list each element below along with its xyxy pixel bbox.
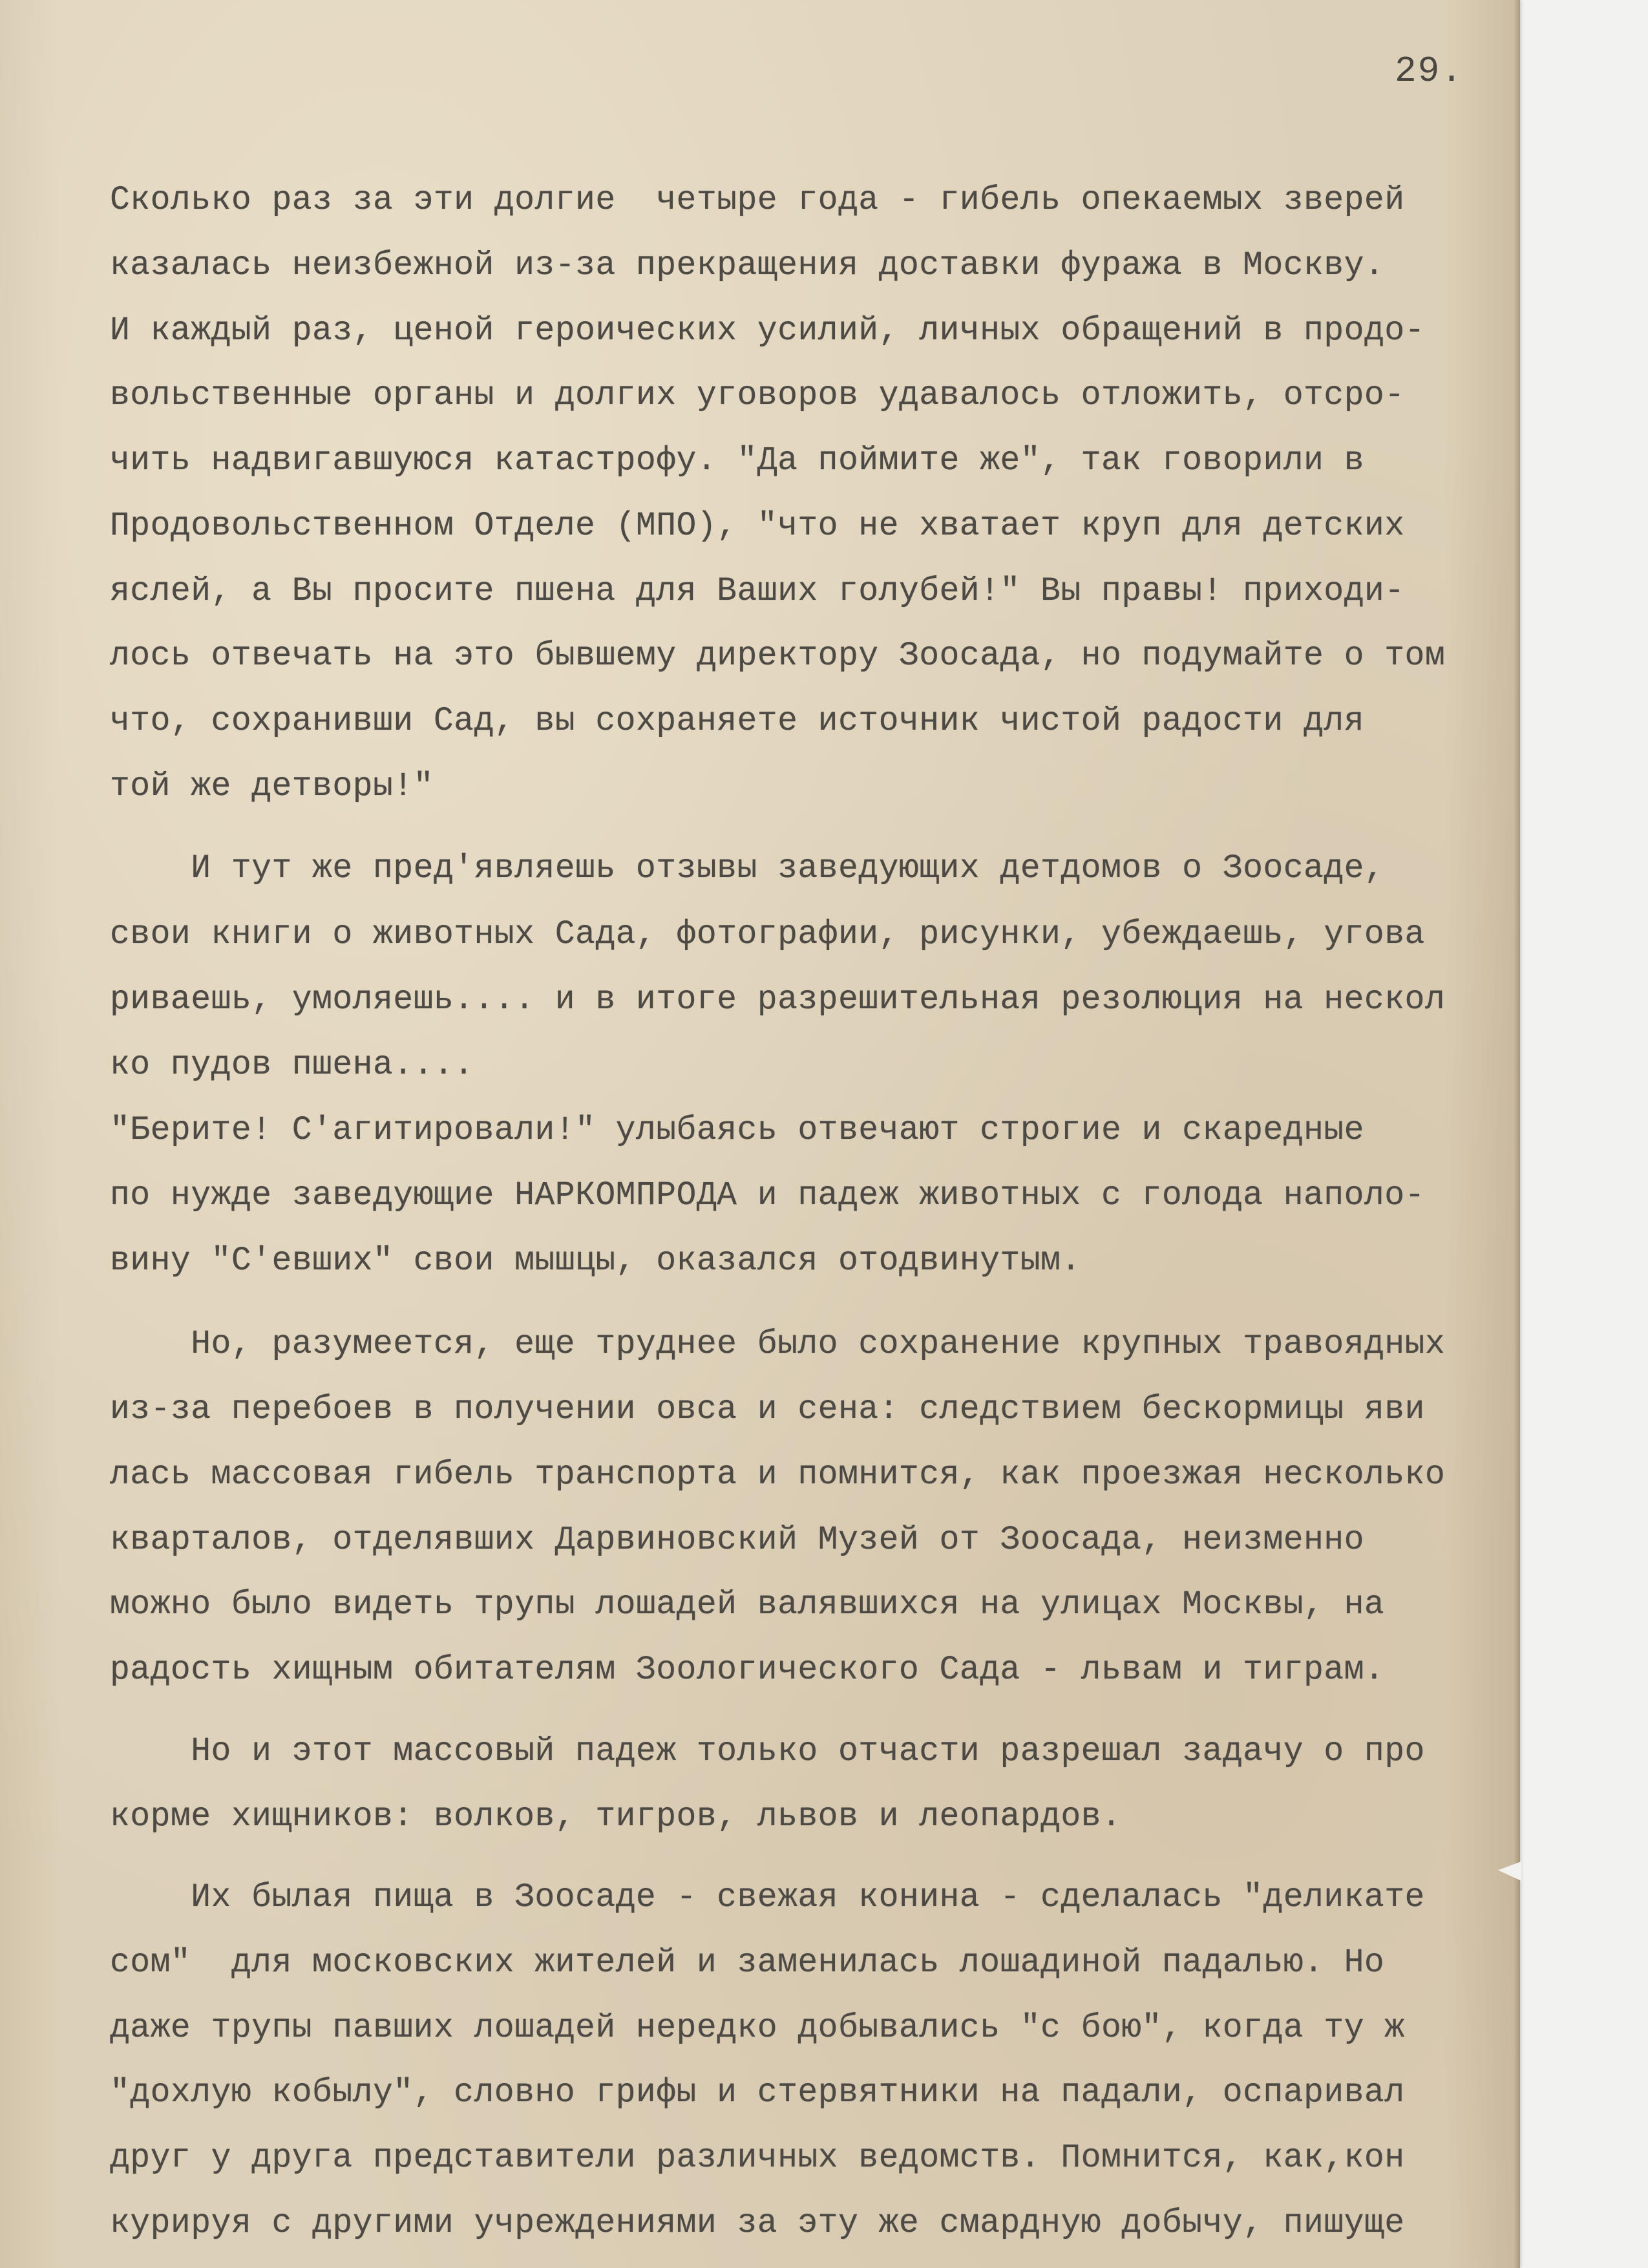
page-number: 29. [1395, 50, 1464, 92]
text-line: курируя с другими учреждениями за эту же смардную добычу, пишуще [110, 2205, 1405, 2242]
text-line: друг у друга представители различных ведомств. Помнится, как,кон [110, 2139, 1405, 2177]
text-line: вину "С'евших" свои мышцы, оказался отодвинутым. [110, 1242, 1081, 1280]
text-line: даже трупы павших лошадей нередко добывались "с бою", когда ту ж [110, 2009, 1405, 2047]
text-line: можно было видеть трупы лошадей валявшихся на улицах Москвы, на [110, 1586, 1385, 1624]
text-line: Но, разумеется, еще труднее было сохранение крупных травоядных [110, 1326, 1446, 1363]
text-line: риваешь, умоляешь.... и в итоге разрешительная резолюция на нескол [110, 981, 1446, 1019]
text-line: по нужде заведующие НАРКОМПРОДА и падеж животных с голода наполо- [110, 1177, 1425, 1214]
text-line: казалась неизбежной из-за прекращения доставки фуража в Москву. [110, 247, 1385, 284]
text-line: свои книги о животных Сада, фотографии, рисунки, убеждаешь, угова [110, 916, 1425, 953]
torn-edge [1495, 1861, 1521, 1881]
text-line: ко пудов пшена.... [110, 1046, 474, 1084]
text-line: "дохлую кобылу", словно грифы и стервятники на падали, оспаривал [110, 2074, 1405, 2112]
text-line: Их былая пища в Зоосаде - свежая конина - сделалась "деликате [110, 1879, 1425, 1916]
text-line: яслей, а Вы просите пшена для Ваших голубей!" Вы правы! приходи- [110, 573, 1405, 610]
text-line: лась массовая гибель транспорта и помнится, как проезжая несколько [110, 1456, 1446, 1494]
text-line: что, сохранивши Сад, вы сохраняете источник чистой радости для [110, 703, 1364, 740]
text-line: Продовольственном Отделе (МПО), "что не хватает круп для детских [110, 507, 1405, 545]
text-line: лось отвечать на это бывшему директору Зоосада, но подумайте о том [110, 637, 1446, 675]
text-line: вольственные органы и долгих уговоров удавалось отложить, отсро- [110, 377, 1405, 414]
text-line: радость хищным обитателям Зоологического Сада - львам и тиграм. [110, 1651, 1385, 1689]
text-line: сом" для московских жителей и заменилась лошадиной падалью. Но [110, 1944, 1385, 1982]
text-line: чить надвигавшуюся катастрофу. "Да поймите же", так говорили в [110, 442, 1364, 480]
text-line: корме хищников: волков, тигров, львов и леопардов. [110, 1798, 1122, 1836]
text-line: той же детворы!" [110, 768, 434, 805]
text-line: И тут же пред'являешь отзывы заведующих детдомов о Зоосаде, [110, 850, 1385, 887]
text-line: кварталов, отделявших Дарвиновский Музей от Зоосада, неизменно [110, 1521, 1364, 1559]
text-line: "Берите! С'агитировали!" улыбаясь отвечают строгие и скаредные [110, 1112, 1364, 1149]
page-edge-shadow [1514, 0, 1520, 2268]
text-line: Сколько раз за эти долгие четыре года - гибель опекаемых зверей [110, 182, 1405, 219]
text-line: И каждый раз, ценой героических усилий, личных обращений в продо- [110, 312, 1425, 350]
text-line: Но и этот массовый падеж только отчасти разрешал задачу о про [110, 1733, 1425, 1770]
text-line: из-за перебоев в получении овса и сена: следствием бескормицы яви [110, 1391, 1425, 1428]
